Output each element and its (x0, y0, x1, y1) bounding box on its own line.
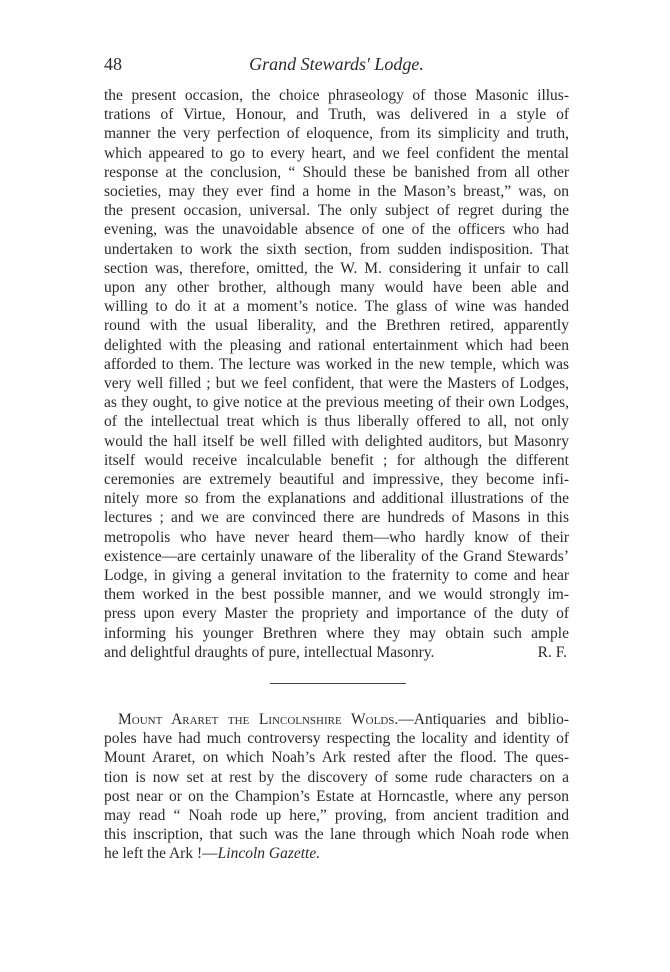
page-header (104, 54, 569, 80)
text-line: informing his younger Brethren where they may obtain such ample (104, 624, 569, 642)
text-line: would the hall itself be well filled with delighted auditors, but Masonry (104, 432, 569, 450)
text-line: this inscription, that such was the lane through which Noah rode when (104, 826, 569, 844)
text-line: section was, therefore, omitted, the W. M. considering it unfair to call (104, 259, 569, 277)
signature: R. F. (537, 643, 567, 661)
text-line: press upon every Master the propriety and importance of the duty of (104, 605, 569, 623)
text-line: upon any other brother, although many would have been able and (104, 279, 569, 297)
text-line: them worked in the best possible manner, and we would strongly im- (104, 586, 569, 604)
text-line: and delightful draughts of pure, intellectual Masonry. (104, 643, 435, 661)
text-line: post near or on the Champion’s Estate at Horncastle, where any person (104, 787, 569, 805)
section-divider (270, 683, 406, 684)
text-line: manner the very perfection of eloquence, from its simplicity and truth, (104, 125, 569, 143)
source-citation: Lincoln Gazette. (217, 845, 321, 863)
text-line: Mount Araret, on which Noah’s Ark rested after the flood. The ques- (104, 749, 569, 767)
text-line: ceremonies are extremely beautiful and impressive, they become infi- (104, 471, 569, 489)
running-title: Grand Stewards' Lodge. (249, 54, 424, 74)
text-line: Lodge, in giving a general invitation to the fraternity to come and hear (104, 567, 569, 585)
text-line: itself would receive incalculable benefit ; for although the different (104, 451, 569, 469)
text-line: which appeared to go to every heart, and we feel confident the mental (104, 144, 569, 162)
text-line: metropolis who have never heard them—who hardly know of their (104, 528, 569, 546)
news-item (104, 710, 569, 864)
text-line: of the intellectual treat which is thus liberally offered to all, not only (104, 413, 569, 431)
text-line: existence—are certainly unaware of the liberality of the Grand Stewards’ (104, 547, 569, 565)
text-line: the present occasion, the choice phraseology of those Masonic illus- (104, 87, 569, 104)
text-line: evening, was the unavoidable absence of one of the officers who had (104, 221, 569, 239)
closing-line (104, 643, 569, 662)
text-fragment: —Antiquaries and biblio- (398, 711, 569, 728)
text-line: round with the usual liberality, and the Brethren retired, apparently (104, 317, 569, 335)
text-line: may read “ Noah rode up here,” proving, from ancient tradition and (104, 807, 569, 825)
article-heading: Mount Araret the Lincolnshire Wolds. (118, 711, 399, 728)
text-line: tion is now set at rest by the discovery of some rude characters on a (104, 768, 569, 786)
text-line: afforded to them. The lecture was worked in the new temple, which was (104, 355, 569, 373)
text-line (104, 710, 569, 729)
page-number: 48 (104, 54, 122, 74)
text-line: nitely more so from the explanations and additional illustrations of the (104, 490, 569, 508)
text-line: willing to do it at a moment’s notice. The glass of wine was handed (104, 298, 569, 316)
text-line: the present occasion, universal. The only subject of regret during the (104, 202, 569, 220)
text-line: societies, may they ever find a home in the Mason’s breast,” was, on (104, 183, 569, 201)
text-line (104, 844, 569, 863)
text-line: as they ought, to give notice at the previous meeting of their own Lodges, (104, 394, 569, 412)
text-line: very well filled ; but we feel confident, that were the Masters of Lodges, (104, 375, 569, 393)
text-line: poles have had much controversy respecting the locality and identity of (104, 730, 569, 748)
text-fragment: he left the Ark !— (104, 845, 218, 863)
main-paragraph (104, 86, 569, 662)
text-line: undertaken to work the sixth section, from sudden indisposition. That (104, 240, 569, 258)
text-line: delighted with the pleasing and rational entertainment which had been (104, 336, 569, 354)
text-line: response at the conclusion, “ Should these be banished from all other (104, 163, 569, 181)
text-line: lectures ; and we are convinced there are hundreds of Masons in this (104, 509, 569, 527)
text-line: trations of Virtue, Honour, and Truth, was delivered in a style of (104, 106, 569, 124)
